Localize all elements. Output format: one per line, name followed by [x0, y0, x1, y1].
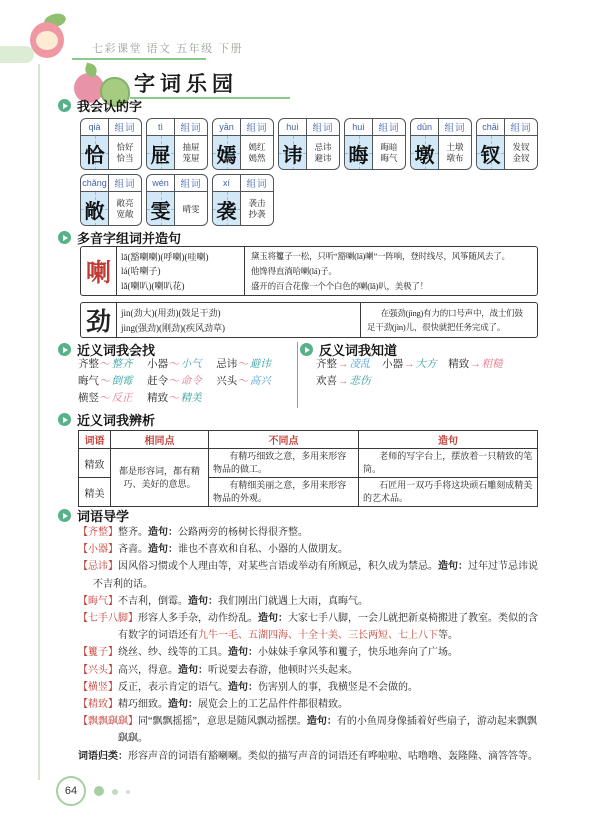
sentence: 小妹妹手拿风筝和籰子，快乐地奔向了广场。 [258, 647, 458, 659]
sentence: 有的小鱼周身像插着好些扇子，游动起来飘飘飖飖。 [118, 716, 537, 745]
section-title: 词语导学 [77, 509, 130, 524]
character: 屉 [150, 144, 171, 167]
tilde: ～ [169, 359, 180, 370]
example-sentence: 黛玉将籰子一松，只听“豁喇(lā)喇”一阵响，登时线尽，风筝随风去了。 [251, 251, 510, 262]
character-cell [345, 136, 373, 170]
arrow: → [470, 359, 481, 370]
card-bottom [81, 192, 141, 226]
character-cell [81, 192, 109, 226]
play-icon [58, 231, 71, 244]
card-top [81, 175, 141, 192]
sentence-text: 石匠用一双巧手将这块顽石雕刻成精美的艺术品。 [363, 480, 533, 503]
page-header: 七彩课堂 语文 五年级 下册 [92, 43, 244, 55]
zuci-label: 组词 [312, 124, 334, 134]
pinyin: tì [147, 119, 175, 135]
card-top [147, 119, 207, 136]
reading: lá(哈喇子) [121, 266, 161, 277]
zaoju-label: 造句： [258, 613, 288, 625]
word-a: 小器 [382, 359, 404, 370]
daoxue-item [78, 679, 540, 696]
word-list [241, 192, 273, 226]
same-cell: 都是形容词，都有精巧、美好的意思。 [111, 449, 209, 507]
word-b: 凌乱 [349, 359, 371, 370]
col-header: 不同点 [209, 431, 359, 449]
character: 讳 [282, 144, 303, 167]
antonym-pairs [316, 356, 542, 390]
diff-cell [209, 478, 359, 507]
character: 晦 [348, 144, 369, 167]
section-heading-bianxi [58, 410, 155, 429]
section-heading-duoyin [58, 228, 181, 247]
word-a: 横竖 [78, 393, 99, 404]
footer-dot [112, 789, 118, 795]
mascot-strawberry-icon [28, 14, 72, 64]
section-heading-daoxue [58, 506, 129, 525]
card-top [477, 119, 537, 136]
sentence-cell [359, 478, 538, 507]
char-card [146, 174, 208, 226]
table-header-row [79, 431, 538, 449]
character-cell [81, 136, 109, 170]
synonym-pair [216, 373, 271, 390]
word: 晦暗 [380, 142, 398, 152]
sentences-column [361, 303, 537, 337]
zuci-label: 组词 [444, 124, 466, 134]
footer-dot [126, 790, 130, 794]
character: 钗 [480, 144, 501, 167]
word: 金钗 [512, 153, 530, 163]
daoxue-item [78, 713, 540, 747]
character: 恰 [84, 144, 105, 167]
zaoju-label: 造句： [148, 527, 178, 538]
definition: 精巧细致。 [118, 699, 168, 711]
card-bottom [279, 136, 339, 170]
tilde: ～ [100, 359, 111, 370]
card-bottom [81, 136, 141, 170]
guilei-label: 词语归类： [78, 750, 128, 762]
definition: 整齐。 [118, 527, 148, 538]
word-a: 齐整 [316, 359, 337, 370]
pinyin: huì [345, 119, 373, 135]
left-margin-line [38, 64, 40, 780]
pairs-row [78, 373, 298, 390]
char-card [476, 118, 538, 170]
daoxue-item [78, 644, 540, 661]
word: 嫣红 [248, 142, 266, 152]
polyphone-box-la [80, 246, 538, 296]
daoxue-item [78, 524, 540, 541]
mascot-face [36, 31, 58, 50]
pinyin: qià [81, 119, 109, 135]
example-sentence: 盛开的百合花像一个个白色的喇(lǎ)叭，美极了！ [251, 280, 428, 291]
sentence-cell [359, 449, 538, 478]
red-words: 九牛一毛、五湖四海、十全十美、三长两短、七上八下 [198, 630, 438, 642]
word-list [439, 136, 471, 170]
word: 宽敞 [116, 209, 134, 219]
pairs-row [78, 390, 298, 407]
zuci-label: 组词 [180, 180, 202, 190]
bracket-word: 【齐整】 [78, 527, 118, 538]
bracket-word: 【籰子】 [78, 647, 118, 659]
bracket-word: 【精致】 [78, 699, 118, 711]
definition: 反正，表示肯定的语气。 [118, 681, 228, 693]
diff-text: 有精巧细致之意，多用来形容物品的做工。 [213, 451, 347, 474]
zaoju-label: 造句： [228, 681, 258, 693]
pinyin: wén [147, 175, 175, 191]
word-a: 齐整 [78, 359, 99, 370]
page-number: 64 [64, 785, 78, 797]
card-bottom [213, 136, 273, 170]
example-sentence: 他馋得直淌哈喇(lá)子。 [251, 265, 337, 276]
tilde: ～ [238, 376, 249, 387]
sentence: 展览会上的工艺品件件都很精致。 [198, 699, 348, 711]
card-bottom [147, 192, 207, 226]
word: 抄袭 [248, 209, 266, 219]
card-top [213, 175, 273, 192]
character-cell [147, 136, 175, 170]
word-a: 精致 [448, 359, 470, 370]
word-cell: 精美 [79, 478, 111, 507]
word-list [505, 136, 537, 170]
daoxue-item [78, 662, 540, 679]
card-top [411, 119, 471, 136]
zaoju-label: 造句： [188, 595, 218, 607]
synonym-pair [78, 373, 133, 390]
word: 敞亮 [116, 198, 134, 208]
card-bottom [345, 136, 405, 170]
word: 抽屉 [182, 142, 200, 152]
zaoju-label: 造句： [148, 544, 178, 556]
table-row [79, 449, 538, 478]
example-sentence: 在强劲(jìng)有力的口号声中，战士们鼓足干劲(jìn)儿，很快就把任务完成了。 [367, 308, 523, 332]
bracket-word: 【飘飘飖飖】 [78, 716, 138, 728]
word-b: 避讳 [249, 359, 271, 370]
synonym-pair [147, 390, 202, 407]
definition: 不吉利，倒霉。 [118, 595, 188, 607]
word-list [109, 136, 141, 170]
pairs-row [316, 356, 542, 373]
character: 墩 [414, 144, 435, 167]
card-top [345, 119, 405, 136]
zaoju-label: 造句： [438, 561, 468, 573]
bracket-word: 【晦气】 [78, 595, 118, 607]
arrow: → [338, 359, 349, 370]
tilde: ～ [238, 359, 249, 370]
pairs-row [316, 373, 542, 390]
char-card [212, 174, 274, 226]
word-b: 粗糙 [481, 359, 503, 370]
section-title: 反义词我知道 [319, 343, 398, 358]
polyphone-char-la: 喇 [81, 247, 117, 295]
zuci-label: 组词 [180, 124, 202, 134]
guilei-item [78, 748, 540, 765]
card-bottom [477, 136, 537, 170]
sentence: 听说要去春游，他顿时兴头起来。 [208, 664, 358, 676]
character-cell [411, 136, 439, 170]
sentence: 公路两旁的杨树长得很齐整。 [178, 527, 308, 538]
zuci-label: 组词 [378, 124, 400, 134]
tilde: ～ [100, 393, 111, 404]
bracket-word: 【忌讳】 [78, 561, 118, 573]
reading: jìn(劲大)(用劲)(鼓足干劲) [121, 308, 221, 318]
pinyin: chǎng [81, 175, 109, 191]
synonym-pair [78, 356, 133, 373]
card-top [81, 119, 141, 136]
word-a: 晦气 [78, 376, 99, 387]
reading: jìng(强劲)(刚劲)(疾风劲草) [121, 323, 225, 333]
section-title: 近义词我辨析 [77, 413, 156, 428]
synonym-pair [147, 356, 202, 373]
card-top [279, 119, 339, 136]
synonym-pair [216, 356, 271, 373]
word-list [175, 192, 207, 226]
word-b: 悲伤 [349, 376, 371, 387]
word-list [241, 136, 273, 170]
polyphone-box-jin [80, 302, 538, 338]
footer-dot [94, 786, 104, 796]
col-header: 造句 [359, 431, 538, 449]
pinyin: huì [279, 119, 307, 135]
word-list [307, 136, 339, 170]
card-bottom [411, 136, 471, 170]
sentence: 我们刚出门就遇上大雨，真晦气。 [218, 595, 368, 607]
play-icon [58, 99, 71, 112]
word-a: 欢喜 [316, 376, 337, 387]
word-list [373, 136, 405, 170]
zuci-label: 组词 [246, 124, 268, 134]
word-a: 小器 [147, 359, 169, 370]
title-underline [130, 97, 290, 99]
word-b: 精美 [180, 393, 202, 404]
daoxue-item [78, 610, 540, 644]
word-a: 忌讳 [216, 359, 238, 370]
character: 嫣 [216, 144, 237, 167]
guilei-text: 形容声音的词语有豁喇喇。类似的描写声音的词语还有哗啦啦、咕噜噜、轰隆隆、滴答答等。 [128, 750, 538, 762]
bracket-word: 【横竖】 [78, 681, 118, 693]
definition: 吝啬。 [118, 544, 148, 556]
diff-text: 有精细美丽之意，多用来形容物品的外观。 [213, 480, 347, 503]
card-top [147, 175, 207, 192]
definition: 绕丝、纱、线等的工具。 [118, 647, 228, 659]
antonym-pair [316, 356, 371, 373]
word: 晴雯 [182, 203, 200, 214]
diff-cell [209, 449, 359, 478]
tilde: ～ [169, 393, 180, 404]
section-heading-renzi [58, 96, 142, 115]
char-card [278, 118, 340, 170]
sentence: 伤害别人的事，我横竖是不会做的。 [258, 681, 418, 693]
antonym-pair [382, 356, 437, 373]
char-card [212, 118, 274, 170]
daoxue-list [78, 524, 540, 765]
word: 晦气 [380, 153, 398, 163]
word-list [175, 136, 207, 170]
char-card [344, 118, 406, 170]
col-header: 词语 [79, 431, 111, 449]
tilde: ～ [169, 376, 180, 387]
word: 笼屉 [182, 153, 200, 163]
bracket-word: 【兴头】 [78, 664, 118, 676]
word-cell: 精致 [79, 449, 111, 478]
daoxue-item [78, 541, 540, 558]
zaoju-label: 造句： [228, 647, 258, 659]
zuci-label: 组词 [114, 180, 136, 190]
word-list [109, 192, 141, 226]
pinyin: chāi [477, 119, 505, 135]
section-title: 近义词我会找 [77, 343, 156, 358]
readings-column [117, 303, 361, 337]
pinyin: xí [213, 175, 241, 191]
word: 嫣然 [248, 153, 266, 163]
character-cell [213, 136, 241, 170]
word-b: 整齐 [111, 359, 133, 370]
word-a: 兴头 [216, 376, 238, 387]
zuci-label: 组词 [246, 180, 268, 190]
character: 敞 [84, 200, 105, 223]
play-icon [58, 343, 71, 356]
zaoju-label: 造句： [168, 699, 198, 711]
word-b: 反正 [111, 393, 133, 404]
word: 袭击 [248, 198, 266, 208]
reading: lǎ(喇叭)(喇叭花) [121, 281, 185, 292]
polyphone-char-jin: 劲 [81, 303, 117, 337]
section-title: 我会认的字 [77, 99, 143, 114]
char-card [410, 118, 472, 170]
character-cell [477, 136, 505, 170]
antonym-pair [448, 356, 503, 373]
daoxue-item [78, 593, 540, 610]
character: 袭 [216, 200, 237, 223]
definition: 同“飘飘摇摇”，意思是随风飘动摇摆。 [138, 716, 307, 728]
synonym-pairs [78, 356, 298, 407]
pinyin: dūn [411, 119, 439, 135]
play-icon [58, 413, 71, 426]
pairs-row [78, 356, 298, 373]
sentence-tail: 等。 [438, 630, 458, 642]
play-icon [58, 509, 71, 522]
word-b: 命令 [180, 376, 202, 387]
word: 恰好 [116, 142, 134, 152]
zuci-label: 组词 [510, 124, 532, 134]
daoxue-item [78, 696, 540, 713]
page-number-badge [56, 776, 86, 806]
word: 发钗 [512, 142, 530, 152]
definition: 高兴，得意。 [118, 664, 178, 676]
sentence: 谁也不喜欢和自私、小器的人做朋友。 [178, 544, 348, 556]
definition: 形容人多手杂，动作纷乱。 [138, 613, 258, 625]
character: 雯 [150, 200, 171, 223]
col-header: 相同点 [111, 431, 209, 449]
definition: 因风俗习惯或个人理由等，对某些言语或举动有所顾忌，积久成为禁忌。 [118, 561, 438, 573]
antonym-pair [316, 373, 371, 390]
word-b: 小气 [180, 359, 202, 370]
word-a: 精致 [147, 393, 169, 404]
word: 土墩 [446, 142, 464, 152]
play-icon [300, 343, 313, 356]
word: 避讳 [314, 153, 332, 163]
daoxue-item [78, 558, 540, 592]
word-b: 倒霉 [111, 376, 133, 387]
synonym-pair [78, 390, 133, 407]
char-card [80, 118, 142, 170]
sentence: 大家七手八脚，一会儿就把新桌椅搬进了教室。类似的含有数字的词语还有 [118, 613, 538, 642]
zuci-label: 组词 [114, 124, 136, 134]
card-top [213, 119, 273, 136]
character-cell [147, 192, 175, 226]
bracket-word: 【七手八脚】 [78, 613, 138, 625]
zaoju-label: 造句： [306, 716, 337, 728]
pinyin: yān [213, 119, 241, 135]
reading: lā(豁喇喇)(呼喇)(哇喇) [121, 251, 209, 262]
header-underline [72, 58, 206, 60]
sentences-column [245, 247, 537, 295]
synonym-pair [147, 373, 202, 390]
bracket-word: 【小器】 [78, 544, 118, 556]
character-cell [213, 192, 241, 226]
section-title: 多音字组词并造句 [77, 231, 182, 246]
char-card [146, 118, 208, 170]
arrow: → [338, 376, 349, 387]
word: 忌讳 [314, 142, 332, 152]
word-b: 高兴 [249, 376, 271, 387]
word-a: 赶令 [147, 376, 169, 387]
card-bottom [213, 192, 273, 226]
char-card [80, 174, 142, 226]
sentence: 过年过节忌讳说不吉利的话。 [93, 561, 538, 590]
word: 墩布 [446, 153, 464, 163]
zaoju-label: 造句： [178, 664, 208, 676]
bianxi-table [78, 430, 538, 507]
word-b: 大方 [415, 359, 437, 370]
arrow: → [404, 359, 415, 370]
character-cell [279, 136, 307, 170]
card-bottom [147, 136, 207, 170]
page-title: 字词乐园 [134, 72, 238, 96]
readings-column [117, 247, 245, 295]
sentence-text: 老师的写字台上，摆放着一只精致的笔筒。 [363, 451, 533, 474]
word: 恰当 [116, 153, 134, 163]
tilde: ～ [100, 376, 111, 387]
